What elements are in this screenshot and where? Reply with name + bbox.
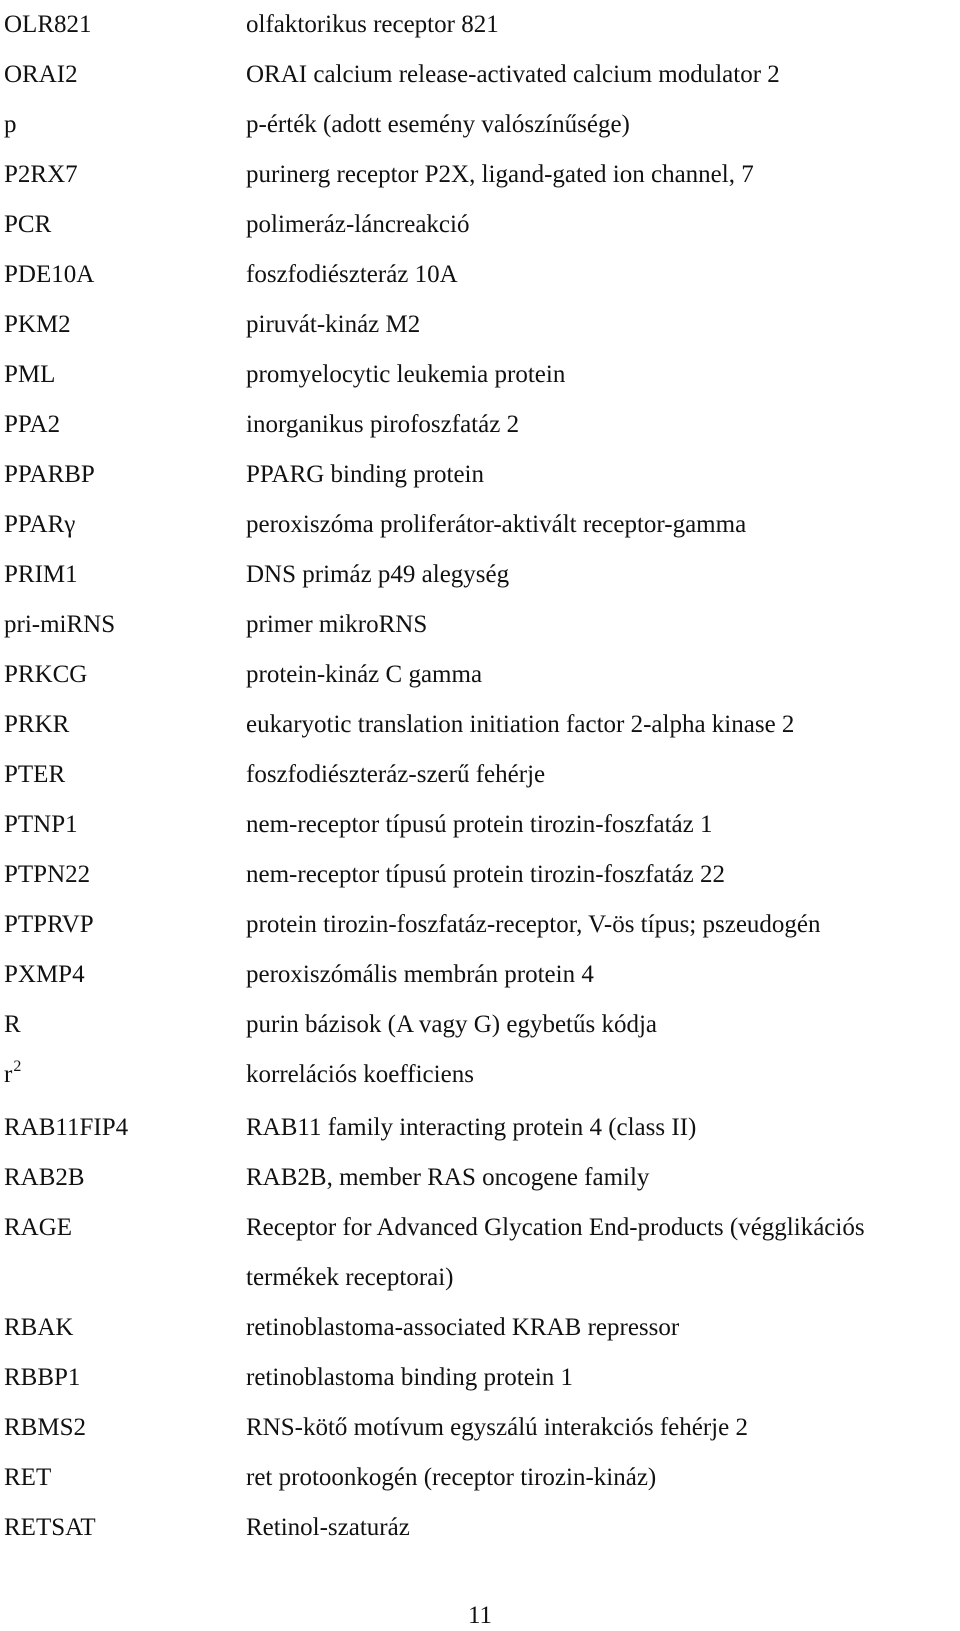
abbreviation: PTNP1 xyxy=(4,811,78,838)
list-item xyxy=(0,950,960,1000)
definition: korrelációs koefficiens xyxy=(246,1061,474,1088)
abbreviation: PRKCG xyxy=(4,661,88,688)
abbreviation: RETSAT xyxy=(4,1514,96,1541)
abbreviation: PPA2 xyxy=(4,411,61,438)
abbreviation: PXMP4 xyxy=(4,961,85,988)
definition: ret protoonkogén (receptor tirozin-kináz) xyxy=(246,1464,657,1491)
definition: retinoblastoma binding protein 1 xyxy=(246,1364,574,1391)
list-item xyxy=(0,1353,960,1403)
list-item xyxy=(0,250,960,300)
definition: polimeráz-láncreakció xyxy=(246,211,470,238)
abbreviation: RBBP1 xyxy=(4,1364,81,1391)
list-item xyxy=(0,1050,960,1103)
definition: protein tirozin-foszfatáz-receptor, V-ös típus; pszeudogén xyxy=(246,911,821,938)
abbreviation-base: r xyxy=(4,1061,13,1088)
abbreviation: RAGE xyxy=(4,1214,73,1241)
abbreviation: PTER xyxy=(4,761,66,788)
abbreviation: P2RX7 xyxy=(4,161,78,188)
definition: primer mikroRNS xyxy=(246,611,428,638)
abbreviation: PRKR xyxy=(4,711,70,738)
abbreviation: ORAI2 xyxy=(4,61,78,88)
list-item xyxy=(0,0,960,50)
definition: nem-receptor típusú protein tirozin-foszfatáz 22 xyxy=(246,861,725,888)
list-item xyxy=(0,1503,960,1553)
abbreviation: RAB11FIP4 xyxy=(4,1114,129,1141)
definition: nem-receptor típusú protein tirozin-foszfatáz 1 xyxy=(246,811,713,838)
definition: p-érték (adott esemény valószínűsége) xyxy=(246,111,630,138)
page-number: 11 xyxy=(467,1602,493,1629)
list-item xyxy=(0,200,960,250)
abbreviation: PML xyxy=(4,361,56,388)
list-item xyxy=(0,700,960,750)
abbreviation: PDE10A xyxy=(4,261,95,288)
definition: RAB11 family interacting protein 4 (class II) xyxy=(246,1114,697,1141)
abbreviation: PPARBP xyxy=(4,461,95,488)
definition: RNS-kötő motívum egyszálú interakciós fehérje 2 xyxy=(246,1414,748,1441)
list-item xyxy=(0,350,960,400)
definition: RAB2B, member RAS oncogene family xyxy=(246,1164,650,1191)
definition: purin bázisok (A vagy G) egybetűs kódja xyxy=(246,1011,658,1038)
definition: DNS primáz p49 alegység xyxy=(246,561,510,588)
list-item xyxy=(0,100,960,150)
list-item xyxy=(0,1000,960,1050)
list-item xyxy=(0,600,960,650)
definition: purinerg receptor P2X, ligand-gated ion channel, 7 xyxy=(246,161,754,188)
definition: foszfodiészteráz 10A xyxy=(246,261,458,288)
abbreviation: RET xyxy=(4,1464,52,1491)
abbreviation: OLR821 xyxy=(4,11,92,38)
definition: Retinol-szaturáz xyxy=(246,1514,410,1541)
list-item xyxy=(0,450,960,500)
abbreviation: RBMS2 xyxy=(4,1414,86,1441)
list-item xyxy=(0,1203,960,1303)
abbreviation: RBAK xyxy=(4,1314,74,1341)
abbreviation: RAB2B xyxy=(4,1164,85,1191)
definition: retinoblastoma-associated KRAB repressor xyxy=(246,1314,680,1341)
definition: olfaktorikus receptor 821 xyxy=(246,11,499,38)
definition: Receptor for Advanced Glycation End-products (végglikációs termékek receptorai) xyxy=(246,1214,865,1291)
list-item xyxy=(0,1153,960,1203)
definition: piruvát-kináz M2 xyxy=(246,311,421,338)
list-item xyxy=(0,750,960,800)
list-item xyxy=(0,650,960,700)
list-item xyxy=(0,150,960,200)
definition: PPARG binding protein xyxy=(246,461,485,488)
abbreviation: PPARγ xyxy=(4,511,76,538)
abbreviation: PTPRVP xyxy=(4,911,94,938)
definition: inorganikus pirofoszfatáz 2 xyxy=(246,411,520,438)
definition: peroxiszóma proliferátor-aktivált receptor-gamma xyxy=(246,511,747,538)
list-item xyxy=(0,400,960,450)
abbreviation: PKM2 xyxy=(4,311,71,338)
abbreviation: PCR xyxy=(4,211,52,238)
superscript: 2 xyxy=(13,1058,22,1075)
abbreviation: PRIM1 xyxy=(4,561,78,588)
list-item xyxy=(0,850,960,900)
abbreviation xyxy=(0,1050,246,1103)
list-item xyxy=(0,500,960,550)
abbreviation: PTPN22 xyxy=(4,861,91,888)
list-item xyxy=(0,1453,960,1503)
list-item xyxy=(0,900,960,950)
list-item xyxy=(0,50,960,100)
definition: eukaryotic translation initiation factor 2-alpha kinase 2 xyxy=(246,711,795,738)
definition: foszfodiészteráz-szerű fehérje xyxy=(246,761,546,788)
list-item xyxy=(0,1403,960,1453)
definition: peroxiszómális membrán protein 4 xyxy=(246,961,594,988)
abbreviation: p xyxy=(4,111,17,138)
list-item xyxy=(0,1103,960,1153)
definition: promyelocytic leukemia protein xyxy=(246,361,566,388)
definition: ORAI calcium release-activated calcium modulator 2 xyxy=(246,61,780,88)
list-item xyxy=(0,550,960,600)
list-item xyxy=(0,1303,960,1353)
abbreviation: pri-miRNS xyxy=(4,611,116,638)
list-item xyxy=(0,800,960,850)
list-item xyxy=(0,300,960,350)
abbreviation: R xyxy=(4,1011,21,1038)
definition: protein-kináz C gamma xyxy=(246,661,483,688)
